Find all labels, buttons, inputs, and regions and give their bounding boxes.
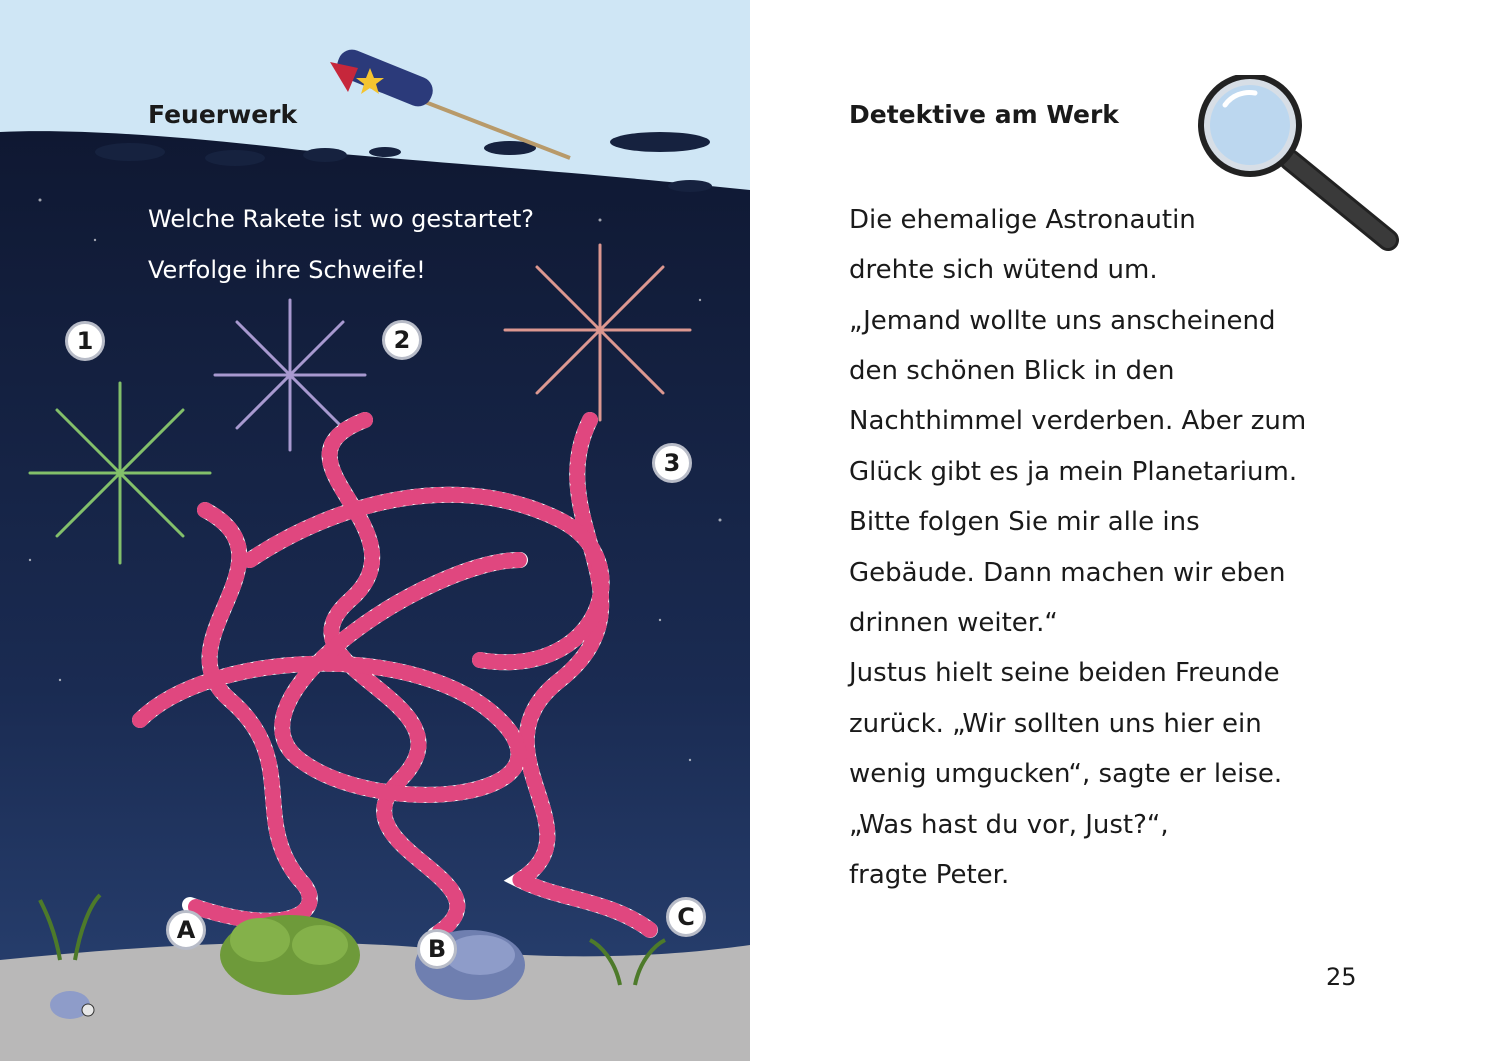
end-label-a: A <box>166 910 206 950</box>
story-line-8: Gebäude. Dann machen wir eben <box>849 558 1286 588</box>
story-line-9: drinnen weiter.“ <box>849 608 1058 638</box>
story-title: Detektive am Werk <box>849 100 1119 129</box>
end-label-b: B <box>417 929 457 969</box>
puzzle-question-line-1: Welche Rakete ist wo gestartet? <box>148 205 534 233</box>
story-line-7: Bitte folgen Sie mir alle ins <box>849 507 1200 537</box>
magnifying-glass-icon <box>1190 75 1410 265</box>
story-line-14: fragte Peter. <box>849 860 1010 890</box>
start-label-3: 3 <box>652 443 692 483</box>
story-line-13: „Was hast du vor, Just?“, <box>849 810 1169 840</box>
story-line-2: drehte sich wütend um. <box>849 255 1158 285</box>
ground <box>0 943 750 1061</box>
story-line-3: „Jemand wollte uns anscheinend <box>849 306 1276 336</box>
story-line-5: Nachthimmel verderben. Aber zum <box>849 406 1307 436</box>
puzzle-title: Feuerwerk <box>148 100 298 129</box>
story-line-6: Glück gibt es ja mein Planetarium. <box>849 457 1298 487</box>
story-line-12: wenig umgucken“, sagte er leise. <box>849 759 1283 789</box>
story-line-10: Justus hielt seine beiden Freunde <box>849 658 1280 688</box>
story-page <box>750 0 1500 1061</box>
end-label-c: C <box>666 897 706 937</box>
start-label-1: 1 <box>65 321 105 361</box>
bush-icon <box>220 915 360 995</box>
story-line-11: zurück. „Wir sollten uns hier ein <box>849 709 1262 739</box>
start-label-2: 2 <box>382 320 422 360</box>
page-number: 25 <box>1326 963 1357 991</box>
firework-1-icon <box>30 383 210 563</box>
puzzle-question-line-2: Verfolge ihre Schweife! <box>148 256 426 284</box>
story-line-1: Die ehemalige Astronautin <box>849 205 1196 235</box>
story-line-4: den schönen Blick in den <box>849 356 1175 386</box>
